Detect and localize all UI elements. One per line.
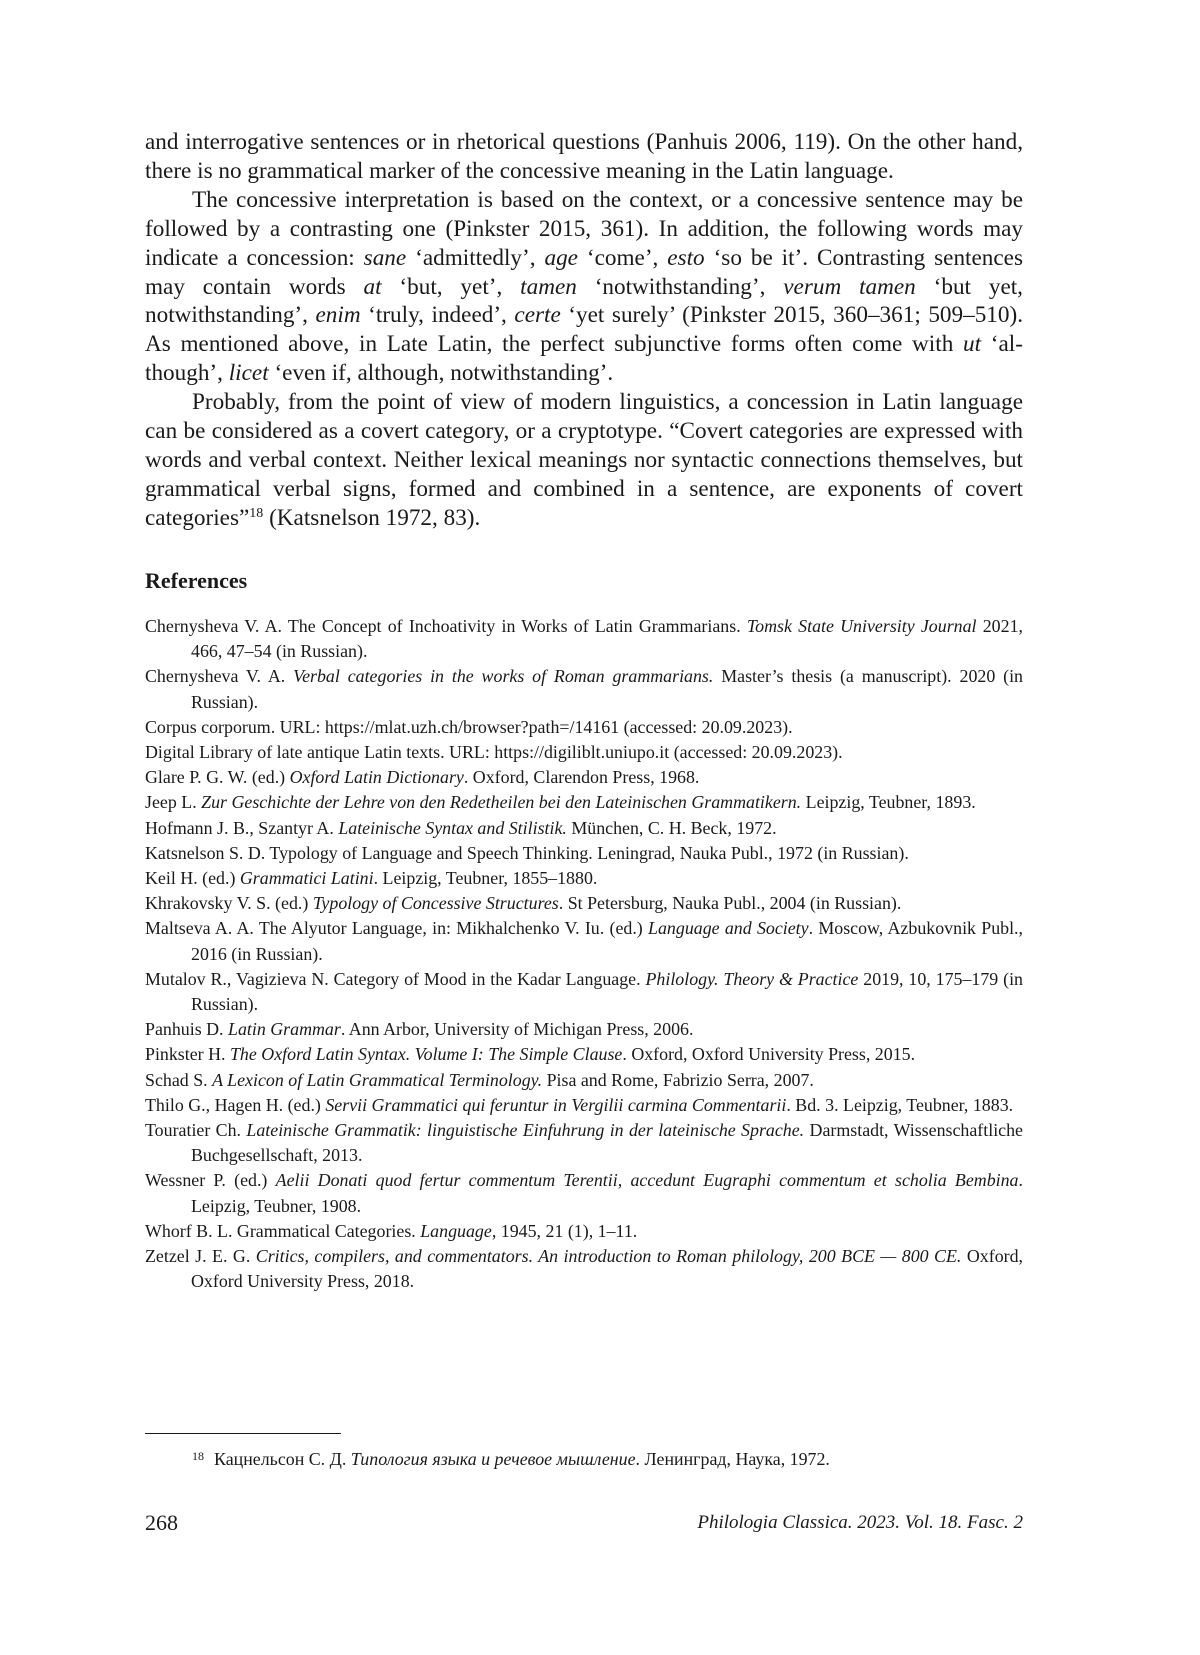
italic-text: tamen [520, 273, 577, 300]
text-run: Touratier Ch. [145, 1120, 247, 1141]
reference-item [145, 967, 1023, 1017]
italic-text: Critics, compilers, and commentators. An introduction to Roman philology, 200 BCE — 800 CE. [255, 1246, 962, 1267]
body-paragraph [145, 186, 1023, 388]
page-number: 268 [145, 1510, 178, 1535]
text-run: Wessner P. (ed.) [145, 1170, 276, 1191]
text-run: . Leipzig, Teubner, 1855–1880. [373, 868, 598, 889]
italic-text: esto [667, 244, 705, 271]
text-run: ‘so be it’. Contrasting sentences may contain words [145, 244, 1023, 300]
reference-item [145, 1068, 1023, 1093]
text-run: Darmstadt, Wissenschaftliche Buchgesellschaft, 2013. [191, 1120, 1024, 1166]
reference-item [145, 765, 1023, 790]
italic-text: sane [363, 244, 407, 271]
text-run: . Oxford, Oxford University Press, 2015. [622, 1044, 916, 1065]
text-run: Chernysheva V. A. [145, 666, 294, 687]
text-run: . Ann Arbor, University of Michigan Press, 2006. [340, 1019, 694, 1040]
text-run: 2021, 466, 47–54 (in Russian). [191, 616, 1023, 662]
text-run: ‘although’, [145, 331, 1023, 387]
reference-item [145, 1219, 1023, 1244]
text-run: Keil H. (ed.) [145, 868, 240, 889]
text-run: Mutalov R., Vagizieva N. Category of Mood in the Kadar Language. [145, 968, 646, 989]
reference-item [145, 1017, 1023, 1042]
italic-text: Aelii Donati quod fertur commentum Terentii, accedunt Eugraphi commentum et scholia Bembina [275, 1170, 1019, 1191]
italic-text: Zur Geschichte der Lehre von den Redetheilen bei den Lateinischen Grammatikern. [201, 792, 802, 813]
text-run: ‘truly, indeed’, [360, 302, 515, 329]
reference-item [145, 816, 1023, 841]
reference-item [145, 664, 1023, 714]
reference-item [145, 1244, 1023, 1294]
italic-text: Lateinische Grammatik: linguistische Einfuhrung in der lateinische Sprache. [246, 1120, 805, 1141]
italic-text: Tomsk State University Journal [746, 616, 977, 636]
italic-text: Verbal categories in the works of Roman grammarians. [293, 666, 714, 687]
italic-text: Typology of Concessive Structures [312, 893, 559, 914]
text-run: . St Petersburg, Nauka Publ., 2004 (in Russian). [558, 893, 902, 914]
text-run: Glare P. G. W. (ed.) [145, 767, 290, 788]
reference-item [145, 740, 1023, 765]
text-run: Pinkster H. [145, 1044, 230, 1065]
italic-text: enim [315, 302, 361, 329]
reference-item [145, 891, 1023, 916]
text-run: Master’s thesis (a manuscript). 2020 (in Russian). [191, 666, 1024, 712]
text-run: Leipzig, Teubner, 1893. [801, 792, 976, 813]
reference-item [145, 916, 1023, 966]
running-footer-journal: Philologia Classica. 2023. Vol. 18. Fasc. 2 [697, 1512, 1023, 1533]
italic-text: Lateinische Syntax and Stilistik. [338, 817, 567, 838]
italic-text: Oxford Latin Dictionary [289, 767, 464, 788]
references-list [145, 614, 1023, 1294]
text-run: Panhuis D. [145, 1019, 228, 1040]
text-run: Probably, from the point of view of modern linguistics, a concession in Latin language can be considered as a covert category, or a cryptotype. “Covert categories are expressed with words and verbal context. Neither lexical meanings nor syntactic connections themselves, but grammatical verbal signs, formed and combined in a sentence, are exponents of covert categories” [145, 389, 1023, 531]
text-run: ‘yet surely’ (Pinkster 2015, 360–361; 509–510). As mentioned above, in Late Latin, the perfect subjunctive forms often come with [145, 302, 1023, 358]
text-run: ‘come’, [577, 244, 668, 271]
text-run: Khrakovsky V. S. (ed.) [145, 893, 313, 914]
text-run: Hofmann J. B., Szantyr A. [145, 817, 339, 838]
reference-item [145, 1042, 1023, 1067]
italic-text: certe [514, 302, 561, 329]
text-run: (Katsnelson 1972, 83). [263, 504, 481, 531]
text-run: Digital Library of late antique Latin texts. URL: https://digiliblt.uniupo.it (accessed: 20.09.2023). [145, 742, 843, 763]
footnote [192, 1444, 1022, 1471]
italic-text: Grammatici Latini [239, 868, 374, 889]
reference-item [145, 1093, 1023, 1118]
body-paragraph [145, 388, 1023, 533]
text-run: Thilo G., Hagen H. (ed.) [145, 1094, 326, 1115]
text-run: . Bd. 3. Leipzig, Teubner, 1883. [786, 1094, 1014, 1115]
italic-text: Типология языка и речевое мышление [350, 1449, 636, 1469]
reference-item [145, 866, 1023, 891]
italic-text: The Oxford Latin Syntax. Volume I: The Simple Clause [229, 1044, 623, 1065]
text-run: München, C. H. Beck, 1972. [566, 817, 777, 838]
reference-item [145, 790, 1023, 815]
reference-item [145, 614, 1023, 664]
text-run: . Leipzig, Teubner, 1908. [191, 1170, 1023, 1216]
text-run: ‘notwithstanding’, [576, 273, 784, 300]
footnote-number: 18 [192, 1449, 204, 1463]
text-run: ‘even if, although, notwithstanding’. [268, 360, 614, 387]
text-run: ‘but, yet’, [381, 273, 521, 300]
footnote-reference: 18 [249, 505, 264, 521]
italic-text: Philology. Theory & Practice [645, 968, 859, 989]
text-run: ‘but yet, notwithstanding’, [145, 273, 1023, 329]
text-run: Oxford, Oxford University Press, 2018. [191, 1246, 1024, 1292]
italic-text: Servii Grammatici qui feruntur in Vergilii carmina Commentarii [325, 1094, 787, 1115]
body-text [145, 128, 1023, 533]
text-run: Maltseva A. A. The Alyutor Language, in: Mikhalchenko V. Iu. (ed.) [145, 918, 649, 939]
text-run: Katsnelson S. D. Typology of Language and Speech Thinking. Leningrad, Nauka Publ., 1972 (in Russian). [145, 842, 909, 863]
reference-item [145, 715, 1023, 740]
reference-item [145, 1168, 1023, 1218]
italic-text: Latin Grammar [228, 1019, 341, 1040]
reference-item [145, 1118, 1023, 1168]
italic-text: Language [420, 1220, 492, 1241]
italic-text: licet [228, 360, 269, 387]
text-run: . Ленинград, Наука, 1972. [635, 1449, 830, 1469]
text-run: Corpus corporum. URL: https://mlat.uzh.ch/browser?path=/14161 (accessed: 20.09.2023). [145, 716, 793, 737]
text-run: , 1945, 21 (1), 1–11. [491, 1220, 638, 1241]
references-heading: References [145, 568, 248, 593]
text-run: . Oxford, Clarendon Press, 1968. [463, 767, 700, 788]
italic-text: age [544, 244, 578, 271]
text-run: . Moscow, Azbukovnik Publ., 2016 (in Russian). [191, 918, 1024, 964]
body-paragraph [145, 128, 1023, 186]
footnote-divider [145, 1433, 341, 1434]
italic-text: ut [963, 331, 982, 358]
text-run: The concessive interpretation is based on the context, or a concessive sentence may be followed by a contrasting one (Pinkster 2015, 361). In addition, the following words may indicate a concession: [145, 186, 1023, 271]
footnote-text [214, 1449, 830, 1469]
italic-text: at [363, 273, 382, 300]
text-run: Schad S. [145, 1069, 213, 1090]
italic-text: Language and Society [648, 918, 809, 939]
text-run: Кацнельсон С. Д. [214, 1449, 351, 1469]
reference-item [145, 841, 1023, 866]
text-run: ‘admittedly’, [406, 244, 545, 271]
text-run: Zetzel J. E. G. [145, 1246, 256, 1267]
text-run: Pisa and Rome, Fabrizio Serra, 2007. [542, 1069, 814, 1090]
text-run: and interrogative sentences or in rhetorical questions (Panhuis 2006, 119). On the other hand, there is no grammatical marker of the concessive meaning in the Latin language. [145, 129, 1023, 184]
italic-text: A Lexicon of Latin Grammatical Terminology. [212, 1069, 543, 1090]
italic-text: verum tamen [783, 273, 916, 300]
text-run: 2019, 10, 175–179 (in Russian). [191, 968, 1023, 1015]
text-run: Whorf B. L. Grammatical Categories. [145, 1220, 421, 1241]
text-run: Jeep L. [145, 792, 202, 813]
text-run: Chernysheva V. A. The Concept of Inchoativity in Works of Latin Grammarians. [145, 616, 747, 636]
